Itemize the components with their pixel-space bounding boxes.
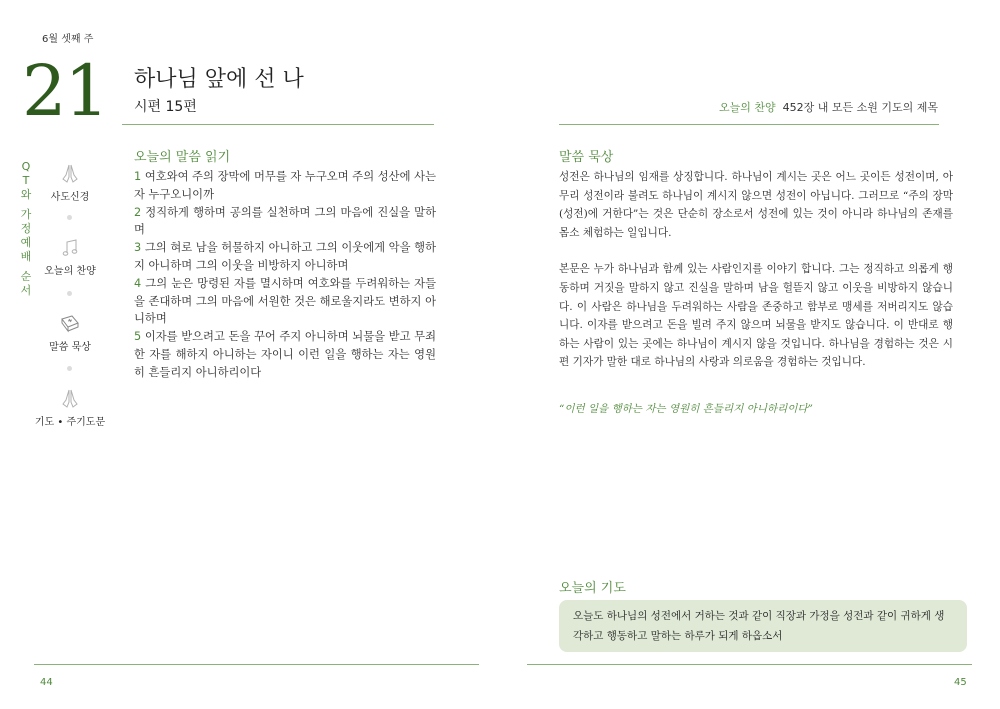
hymn-label: 오늘의 찬양 xyxy=(718,101,776,114)
page-number-left: 44 xyxy=(40,677,53,688)
reading-heading: 오늘의 말씀 읽기 xyxy=(134,150,231,165)
page-number-right: 45 xyxy=(954,677,967,688)
praying-hands-icon xyxy=(59,388,81,410)
day-number: 21 xyxy=(22,50,108,132)
praying-hands-icon xyxy=(59,163,81,185)
hymn-text: 452장 내 모든 소원 기도의 제목 xyxy=(782,101,938,114)
prayer-box: 오늘도 하나님의 성전에서 거하는 것과 같이 직장과 가정을 성전과 같이 귀하게 생각하고 행동하고 말하는 하루가 되게 하옵소서 xyxy=(559,600,967,652)
page-title: 하나님 앞에 선 나 xyxy=(134,67,304,92)
side-item-hymn: 오늘의 찬양 xyxy=(30,237,110,277)
side-item-apostles-creed: 사도신경 xyxy=(30,163,110,203)
verse: 5 이자를 받으려고 돈을 꾸어 주지 아니하며 뇌물을 받고 무죄한 자를 해하지 아니하는 자이니 이런 일을 행하는 자는 영원히 흔들리지 아니하리이다 xyxy=(134,330,436,379)
hymn-info xyxy=(719,99,938,115)
scripture-reading xyxy=(134,168,436,382)
week-label: 6월 셋째 주 xyxy=(42,34,94,45)
nav-dot xyxy=(67,366,72,371)
verse: 1 여호와여 주의 장막에 머무를 자 누구오며 주의 성산에 사는 자 누구오니이까 xyxy=(134,170,436,201)
meditation-paragraph: 성전은 하나님의 임재를 상징합니다. 하나님이 계시는 곳은 어느 곳이든 성전이며, 아무리 성전이라 불려도 하나님이 계시지 않으면 성전이 아닙니다. 그러므로 “주의 장막(성전)에 거한다”는 것은 단순히 장소로서 성전에 있는 것이 아니라 하나님의 존재를 몸소 체험하는 일입니다. xyxy=(559,171,953,239)
side-item-meditation: 말씀 묵상 xyxy=(30,313,110,353)
music-note-icon xyxy=(59,237,81,259)
verse: 2 정직하게 행하며 공의를 실천하며 그의 마음에 진실을 말하며 xyxy=(134,205,436,237)
header-divider-right xyxy=(559,124,939,125)
scripture-reference: 시편 15편 xyxy=(134,99,197,115)
meditation-paragraph: 본문은 누가 하나님과 함께 있는 사람인지를 이야기 합니다. 그는 정직하고 의롭게 행동하며 거짓을 말하지 않고 진실을 말하며 남을 헐뜯지 않고 이웃을 비방하지 않습니다. 이 사람은 하나님을 두려워하는 사람을 존중하고 함부로 맹세를 저버리지도 않습니다. 이자를 받으려고 돈을 빌려 주지 않으며 뇌물을 받지도 않습니다. 이 반대로 행하는 사람이 있는 곳에는 하나님이 계시지 않을 것입니다. 하나님을 경험하는 것은 시편 기자가 말한 대로 하나님의 사랑과 의로움을 경험하는 것입니다. xyxy=(559,263,953,369)
nav-dot xyxy=(67,291,72,296)
meditation-text xyxy=(559,168,953,390)
bible-book-icon xyxy=(58,313,82,335)
side-vertical-label: Q T 와 가 정 예 배 순 서 xyxy=(20,160,32,297)
verse: 4 그의 눈은 망령된 자를 멸시하며 여호와를 두려워하는 자들을 존대하며 그의 마음에 서원한 것은 해로울지라도 변하지 아니하며 xyxy=(134,276,436,326)
side-item-prayer: 기도 • 주기도문 xyxy=(30,388,110,428)
nav-dot xyxy=(67,215,72,220)
footer-rule-right xyxy=(527,664,972,665)
key-verse-quote: “이런 일을 행하는 자는 영원히 흔들리지 아니하리이다” xyxy=(559,403,813,415)
title-divider xyxy=(122,124,434,125)
verse: 3 그의 혀로 남을 허물하지 아니하고 그의 이웃에게 악을 행하지 아니하며 그의 이웃을 비방하지 아니하며 xyxy=(134,241,436,272)
prayer-heading: 오늘의 기도 xyxy=(559,581,626,596)
footer-rule-left xyxy=(34,664,479,665)
meditation-heading: 말씀 묵상 xyxy=(559,150,614,165)
